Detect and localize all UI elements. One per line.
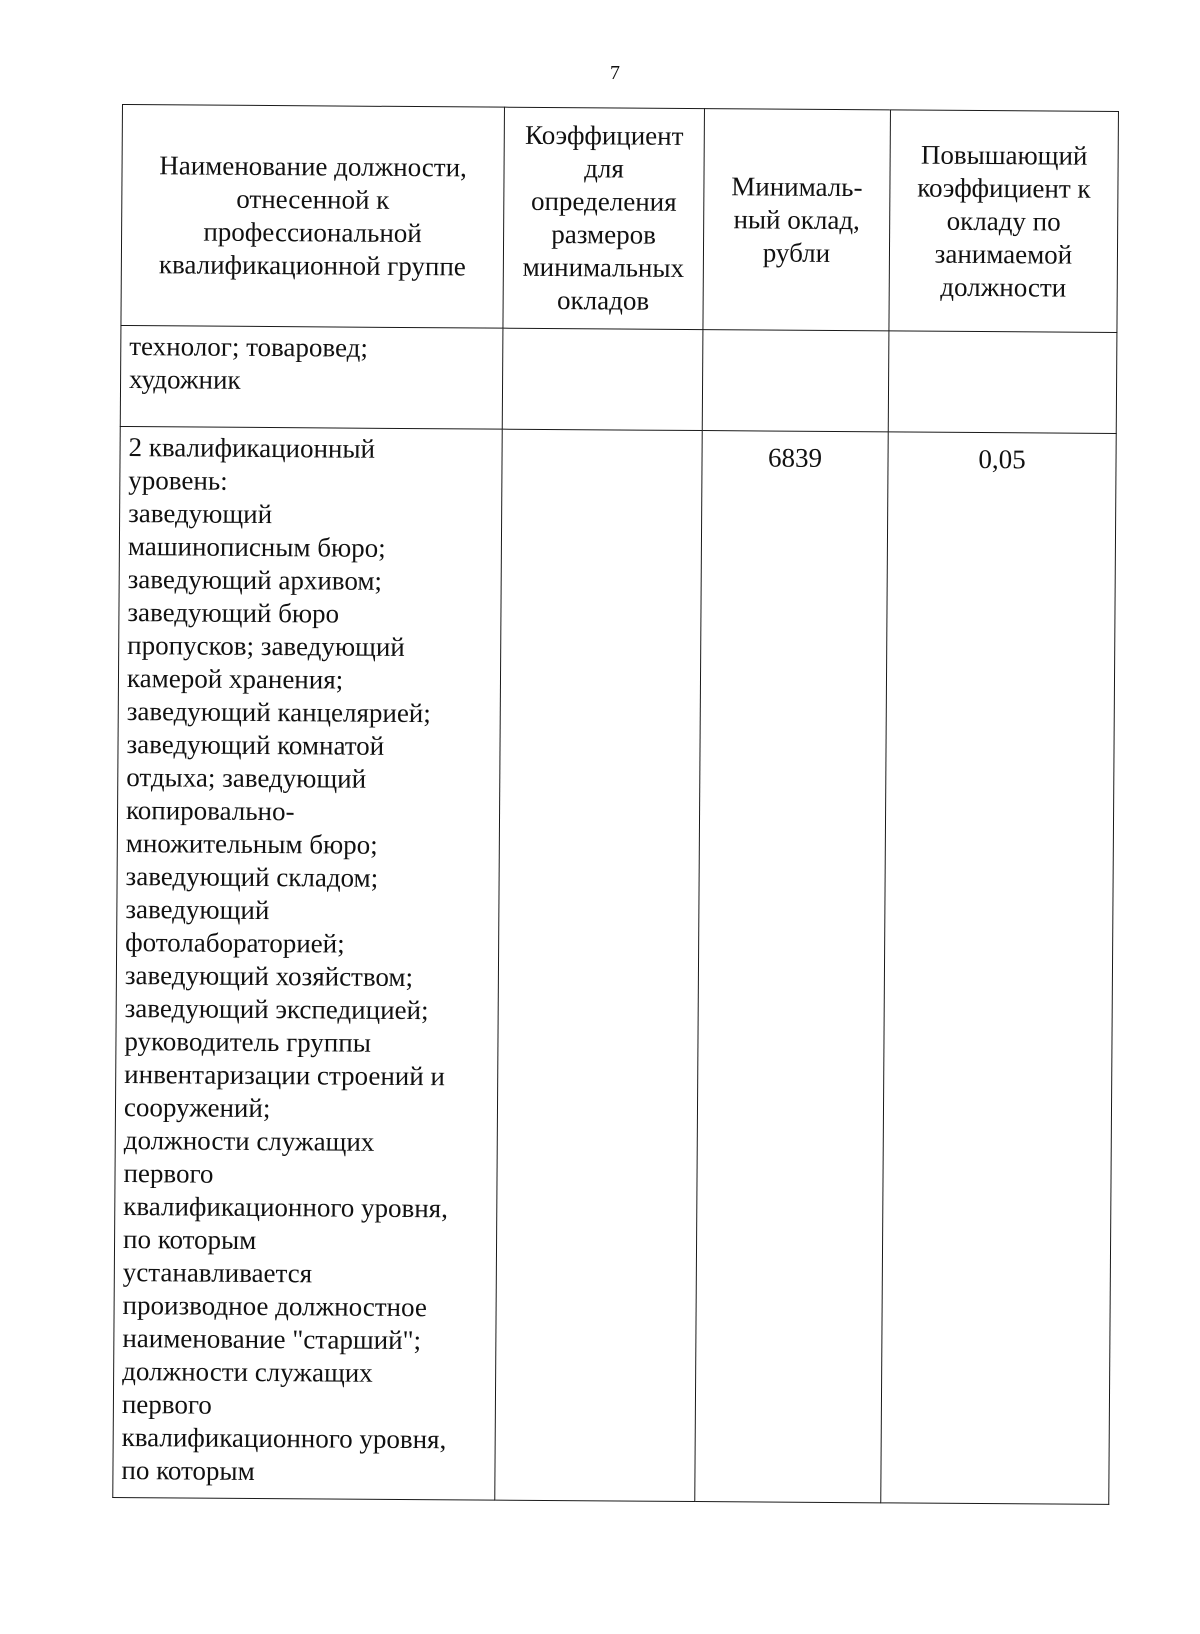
min-salary-cell — [702, 330, 889, 432]
table-row — [120, 325, 1117, 433]
text-line: отнесенной к — [236, 183, 390, 215]
coefficient-cell — [502, 328, 703, 430]
text-line: по которым — [121, 1455, 255, 1486]
page-number: 7 — [610, 62, 620, 84]
header-coefficient — [503, 107, 705, 329]
text-line: руководитель группы — [124, 1026, 372, 1058]
text-line: наименование "старший"; — [122, 1323, 422, 1356]
header-raise-coefficient — [889, 110, 1119, 333]
position-name-cell — [120, 325, 503, 429]
text-line: квалификационной группе — [158, 249, 466, 282]
text-line: художник — [128, 364, 241, 395]
text-line: первого — [123, 1158, 214, 1189]
text-line: заведующий бюро — [127, 597, 340, 629]
text-line: машинописным бюро; — [127, 531, 386, 563]
text-line: множительным бюро; — [125, 828, 378, 860]
text-line: занимаемой — [934, 238, 1073, 270]
text-line: Наименование должности, — [159, 150, 467, 183]
text-line: камерой хранения; — [126, 663, 344, 695]
text-line: 2 квалификационный — [128, 432, 376, 464]
text-line: инвентаризации строений и — [124, 1059, 446, 1092]
position-name-cell — [113, 426, 502, 1500]
text-line: сооружений; — [123, 1092, 271, 1124]
text-line: копировально- — [125, 795, 295, 827]
text-line: окладов — [557, 285, 650, 316]
text-line: ный оклад, — [733, 203, 860, 235]
text-line: должности служащих — [122, 1356, 373, 1388]
text-line: квалификационного уровня, — [123, 1191, 449, 1224]
min-salary-cell: 6839 — [695, 431, 888, 1503]
text-line: заведующий архивом; — [127, 564, 383, 596]
coefficient-cell — [495, 429, 702, 1501]
text-line: производное должностное — [122, 1290, 427, 1323]
text-line: Коэффициент — [525, 119, 684, 151]
text-line: Повышающий — [920, 139, 1088, 171]
text-line: отдыха; заведующий — [126, 762, 367, 794]
text-line: минимальных — [522, 251, 685, 283]
text-line: профессиональной — [203, 216, 422, 249]
text-line: заведующий экспедицией; — [124, 993, 429, 1026]
text-line: размеров — [551, 219, 657, 250]
text-line: устанавливается — [122, 1257, 313, 1289]
raise-coefficient-cell: 0,05 — [881, 432, 1116, 1505]
text-line: для — [584, 153, 624, 184]
text-line: Минималь- — [731, 170, 863, 202]
text-line: фотолабораторией; — [125, 927, 345, 959]
text-line: должности — [940, 271, 1067, 303]
text-line: по которым — [122, 1224, 257, 1255]
header-min-salary — [703, 109, 891, 331]
text-line: заведующий комнатой — [126, 729, 385, 761]
text-line: заведующий складом; — [125, 861, 379, 893]
text-line: уровень: — [128, 465, 228, 496]
text-line: определения — [530, 185, 677, 217]
header-position-name — [121, 105, 505, 329]
text-line: окладу по — [946, 205, 1061, 237]
text-line: должности служащих — [123, 1125, 375, 1157]
text-line: рубли — [762, 236, 831, 268]
text-line: заведующий канцелярией; — [126, 696, 431, 729]
table-header-row — [121, 105, 1119, 333]
text-line: заведующий — [128, 498, 273, 530]
text-line: первого — [121, 1389, 212, 1420]
text-line: пропусков; заведующий — [127, 630, 405, 662]
text-line: коэффициент к — [917, 172, 1091, 204]
salary-table — [112, 104, 1119, 1505]
text-line: заведующий хозяйством; — [124, 960, 414, 993]
text-line: заведующий — [125, 894, 270, 926]
table-row — [113, 426, 1116, 1504]
raise-coefficient-cell — [888, 331, 1117, 434]
text-line: квалификационного уровня, — [121, 1422, 447, 1455]
text-line: технолог; товаровед; — [129, 331, 369, 363]
